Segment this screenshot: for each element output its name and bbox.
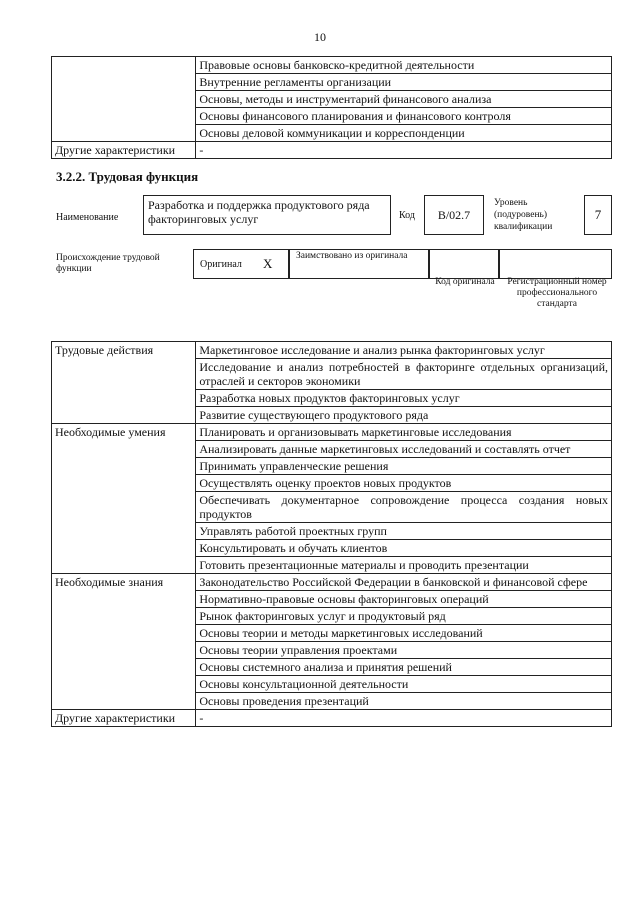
list-item: Планировать и организовывать маркетинговые исследования	[196, 424, 611, 441]
name-label: Наименование	[56, 212, 119, 223]
row-label: Трудовые действия	[52, 342, 196, 424]
code-value: B/02.7	[424, 195, 484, 235]
list-item: Основы системного анализа и принятия решений	[196, 659, 611, 676]
row-values	[196, 424, 612, 574]
borrowed-label: Заимствовано из оригинала	[296, 251, 408, 261]
origin-label: Происхождение трудовой функции	[56, 253, 160, 274]
list-item: Внутренние регламенты организации	[196, 74, 611, 91]
top-table	[51, 56, 612, 159]
list-item: Разработка новых продуктов факторинговых услуг	[196, 390, 611, 407]
list-item: Консультировать и обучать клиентов	[196, 540, 611, 557]
level-value: 7	[584, 195, 612, 235]
list-item: Основы теории управления проектами	[196, 642, 611, 659]
row-label: Другие характеристики	[52, 142, 196, 159]
table-row	[52, 57, 612, 142]
row-values	[196, 574, 612, 710]
list-item: Основы проведения презентаций	[199, 694, 369, 708]
row-values	[196, 710, 612, 727]
section-title: 3.2.2. Трудовая функция	[56, 169, 199, 184]
row-label: Необходимые умения	[52, 424, 196, 574]
list-item: Основы деловой коммуникации и корреспонденции	[199, 126, 465, 140]
row-values	[196, 342, 612, 424]
name-value: Разработка и поддержка продуктового ряда факторинговых услуг	[143, 195, 391, 235]
list-item: Основы, методы и инструментарий финансового анализа	[196, 91, 611, 108]
list-item: Правовые основы банковско-кредитной деятельности	[196, 57, 611, 74]
list-item: -	[199, 143, 204, 157]
list-item: Маркетинговое исследование и анализ рынка факторинговых услуг	[196, 342, 611, 359]
list-item: Основы финансового планирования и финансового контроля	[196, 108, 611, 125]
row-label: Другие характеристики	[52, 710, 196, 727]
row-label: Необходимые знания	[52, 574, 196, 710]
row-label	[52, 57, 196, 142]
list-item: Исследование и анализ потребностей в факторинге отдельных организаций, отраслей и секторов экономики	[196, 359, 611, 390]
list-item: Обеспечивать документарное сопровождение процесса создания новых продуктов	[196, 492, 611, 523]
page-number: 10	[314, 30, 326, 44]
list-item: Осуществлять оценку проектов новых продуктов	[196, 475, 611, 492]
list-item: Рынок факторинговых услуг и продуктовый ряд	[196, 608, 611, 625]
level-label: Уровень (подуровень) квалификации	[494, 198, 553, 232]
original-mark: X	[263, 256, 273, 271]
list-item: Нормативно-правовые основы факторинговых операций	[196, 591, 611, 608]
list-item: Готовить презентационные материалы и проводить презентации	[199, 558, 529, 572]
row-values	[196, 142, 612, 159]
table-row	[52, 424, 612, 574]
reg-number-label: Регистрационный номер профессионального стандарта	[507, 277, 607, 309]
list-item: -	[199, 711, 204, 725]
list-item: Основы консультационной деятельности	[196, 676, 611, 693]
origin-code-cell	[429, 249, 499, 279]
main-table	[51, 341, 612, 727]
list-item: Законодательство Российской Федерации в банковской и финансовой сфере	[196, 574, 611, 591]
list-item: Принимать управленческие решения	[196, 458, 611, 475]
reg-number-cell	[499, 249, 612, 279]
list-item: Анализировать данные маркетинговых исследований и составлять отчет	[196, 441, 611, 458]
table-row	[52, 574, 612, 710]
list-item: Развитие существующего продуктового ряда	[199, 408, 429, 422]
list-item: Основы теории и методы маркетинговых исследований	[196, 625, 611, 642]
original-cell	[193, 249, 289, 279]
table-row	[52, 342, 612, 424]
borrowed-cell	[289, 249, 429, 279]
original-label: Оригинал	[200, 259, 242, 270]
list-item: Управлять работой проектных групп	[196, 523, 611, 540]
table-row	[52, 142, 612, 159]
table-row	[52, 710, 612, 727]
code-label: Код	[399, 210, 415, 221]
row-values	[196, 57, 612, 142]
origin-code-label: Код оригинала	[435, 277, 495, 287]
